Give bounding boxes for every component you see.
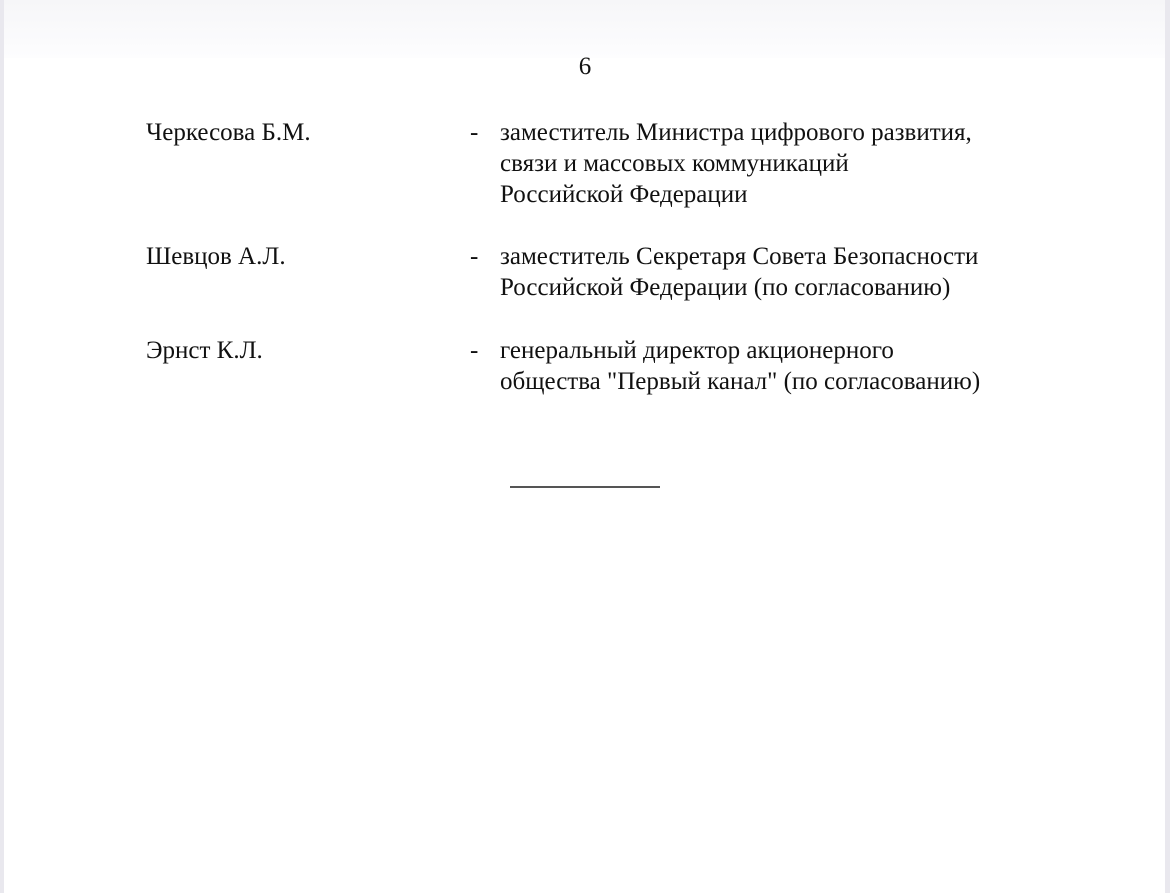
position-line: Российской Федерации (по согласованию) — [500, 274, 951, 301]
position-line: заместитель Министра цифрового развития, — [500, 119, 972, 146]
separator-dash: - — [470, 337, 479, 364]
position-line: генеральный директор акционерного — [500, 337, 894, 364]
member-name: Шевцов А.Л. — [146, 243, 286, 270]
member-name: Черкесова Б.М. — [146, 119, 311, 146]
member-position — [500, 241, 978, 303]
page-number: 6 — [578, 53, 592, 80]
separator-dash: - — [470, 243, 479, 270]
position-line: связи и массовых коммуникаций — [500, 150, 849, 177]
member-position — [500, 117, 972, 210]
position-line: общества "Первый канал" (по согласованию) — [500, 368, 981, 395]
member-name: Эрнст К.Л. — [146, 337, 263, 364]
position-line: Российской Федерации — [500, 181, 748, 208]
separator-dash: - — [470, 119, 479, 146]
member-position — [500, 335, 980, 397]
page-top-shade — [4, 0, 1165, 58]
end-rule-divider — [510, 486, 660, 488]
position-line: заместитель Секретаря Совета Безопасности — [500, 243, 979, 270]
